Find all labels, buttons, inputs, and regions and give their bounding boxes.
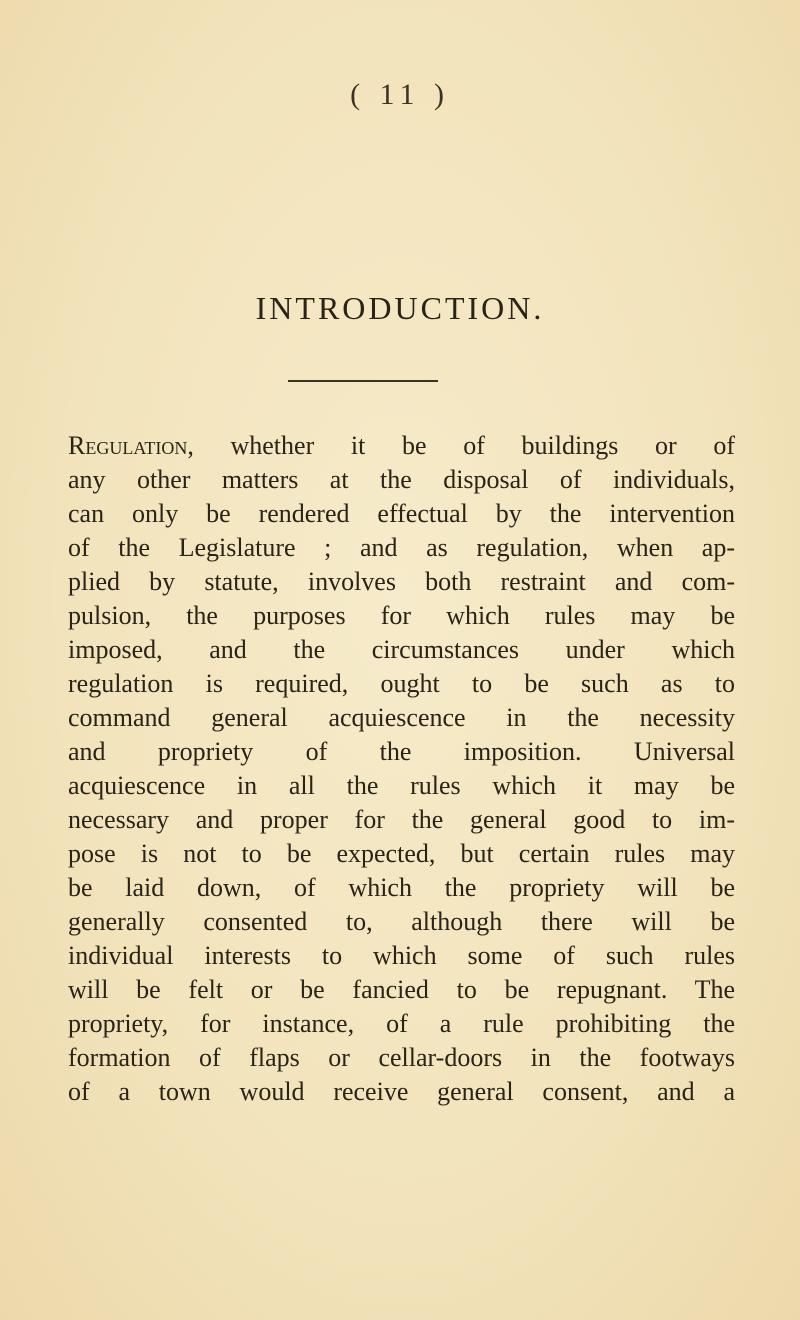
paragraph-line: generally consented to, although there will be: [68, 907, 735, 936]
paragraph-line: acquiescence in all the rules which it may be: [68, 771, 735, 800]
paragraph-line: plied by statute, involves both restraint and com-: [68, 567, 735, 596]
paragraph-line: command general acquiescence in the necessity: [68, 703, 735, 732]
paragraph-line: imposed, and the circumstances under which: [68, 635, 735, 664]
paragraph-line: pose is not to be expected, but certain rules may: [68, 839, 735, 868]
paragraph-line: of a town would receive general consent, and a: [68, 1077, 735, 1106]
paragraph-line: will be felt or be fancied to be repugnant. The: [68, 975, 735, 1004]
paragraph-line: individual interests to which some of such rules: [68, 941, 735, 970]
paragraph-line: regulation is required, ought to be such as to: [68, 669, 735, 698]
lead-word: Regulation,: [68, 431, 194, 460]
page-number: ( 11 ): [350, 78, 450, 111]
paragraph-line: any other matters at the disposal of individuals,: [68, 465, 735, 494]
chapter-title: INTRODUCTION.: [255, 290, 545, 326]
title-divider-rule: [288, 380, 438, 382]
paragraph-line: propriety, for instance, of a rule prohibiting the: [68, 1009, 735, 1038]
paragraph-line: of the Legislature ; and as regulation, when ap-: [68, 533, 735, 562]
paragraph-line: be laid down, of which the propriety will be: [68, 873, 735, 902]
paragraph-line-text: whether it be of buildings or of: [193, 431, 735, 460]
paragraph-line: [68, 429, 735, 463]
paragraph-line: and propriety of the imposition. Universal: [68, 737, 735, 766]
paragraph-line: formation of flaps or cellar-doors in the footways: [68, 1043, 735, 1072]
body-paragraph: [68, 429, 735, 1109]
paragraph-line: pulsion, the purposes for which rules may be: [68, 601, 735, 630]
paragraph-line: necessary and proper for the general good to im-: [68, 805, 735, 834]
paragraph-line: can only be rendered effectual by the intervention: [68, 499, 735, 528]
